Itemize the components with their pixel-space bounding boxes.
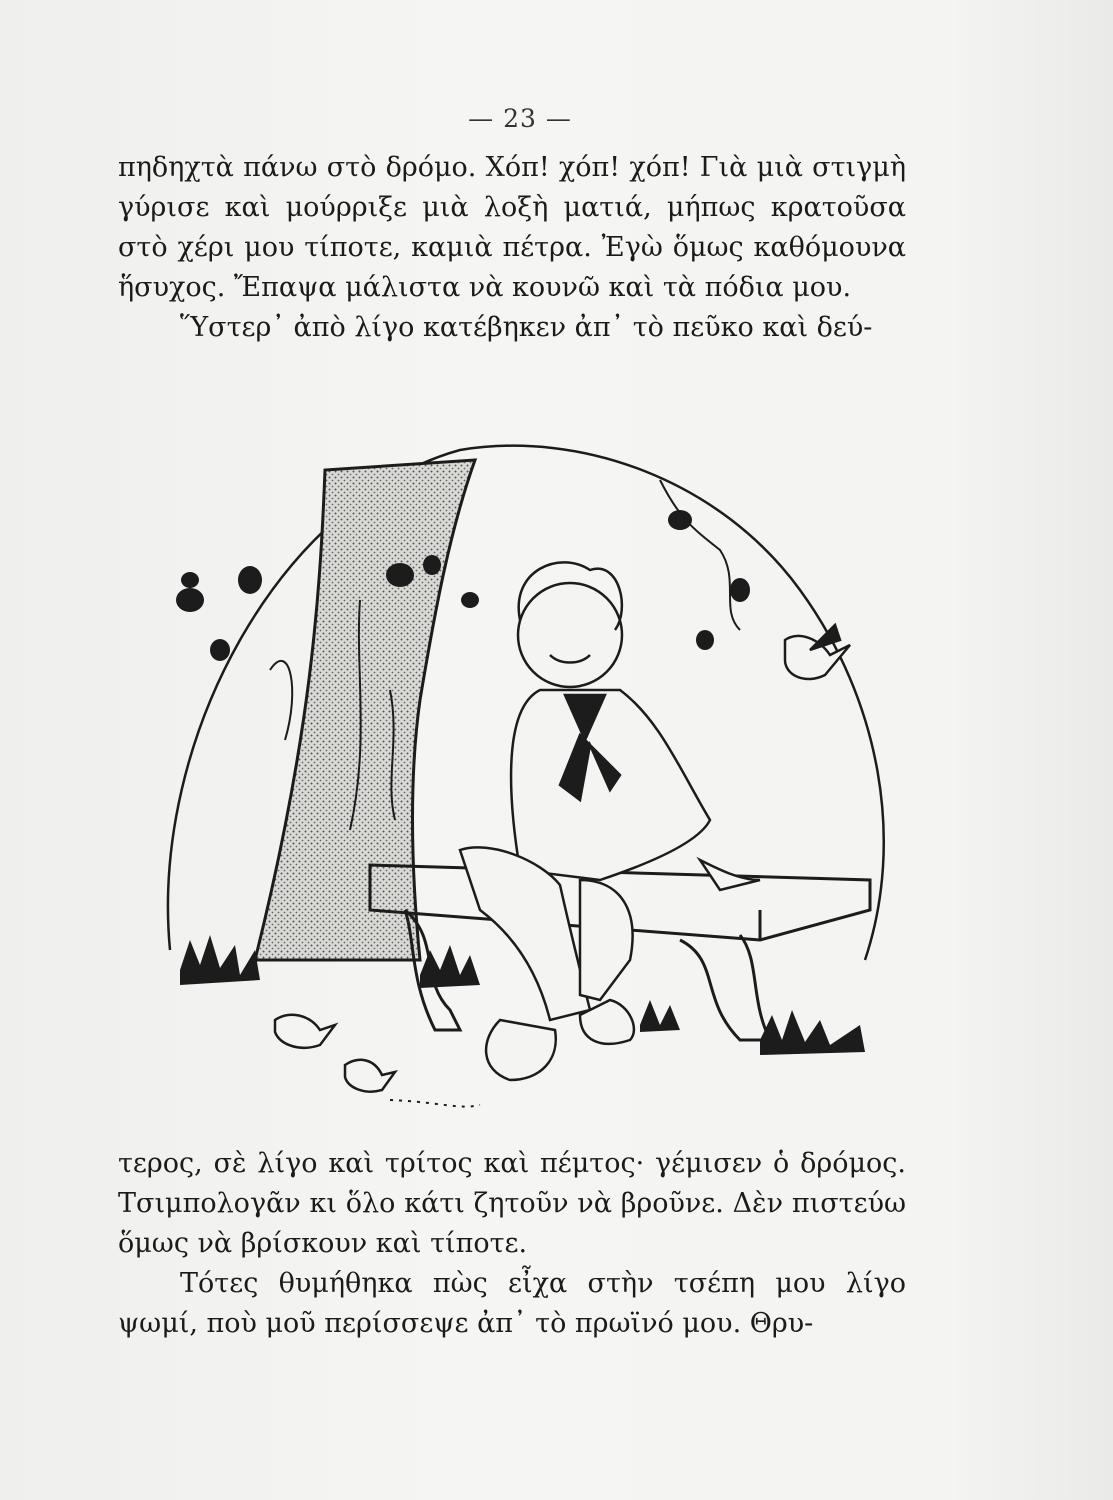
paragraph: Τότες θυμήθηκα πὼς εἶχα στὴν τσέπη μου λίγο ψωμί, ποὺ μοῦ περίσσεψε ἀπ᾽ τὸ πρωϊνό μου. Θρυ- <box>118 1268 906 1339</box>
text-block-bottom <box>118 1144 906 1344</box>
page-number: — 23 — <box>468 104 572 133</box>
paragraph: τερος, σὲ λίγο καὶ τρίτος καὶ πέμτος· γέμισεν ὁ δρόμος. Τσιμπολογᾶν κι ὅλο κάτι ζητοῦν νὰ βροῦνε. Δὲν πιστεύω ὅμως νὰ βρίσκουν καὶ τίποτε. <box>118 1148 906 1259</box>
illustration-boy-on-bench <box>160 440 900 1130</box>
paragraph: πηδηχτὰ πάνω στὸ δρόμο. Χόπ! χόπ! χόπ! Γιὰ μιὰ στιγμὴ γύρισε καὶ μούρριξε μιὰ λοξὴ ματιά, μήπως κρατοῦσα στὸ χέρι μου τίποτε, καμιὰ πέτρα. Ἐγὼ ὅμως καθόμουνα ἥσυχος. Ἔπαψα μάλιστα νὰ κουνῶ καὶ τὰ πόδια μου. <box>118 152 906 303</box>
tree-trunk <box>255 460 475 960</box>
text-block-top <box>118 148 906 348</box>
leaves <box>176 510 750 661</box>
paragraph: Ὕστερ᾽ ἀπὸ λίγο κατέβηκεν ἀπ᾽ τὸ πεῦκο καὶ δεύ- <box>180 312 873 343</box>
